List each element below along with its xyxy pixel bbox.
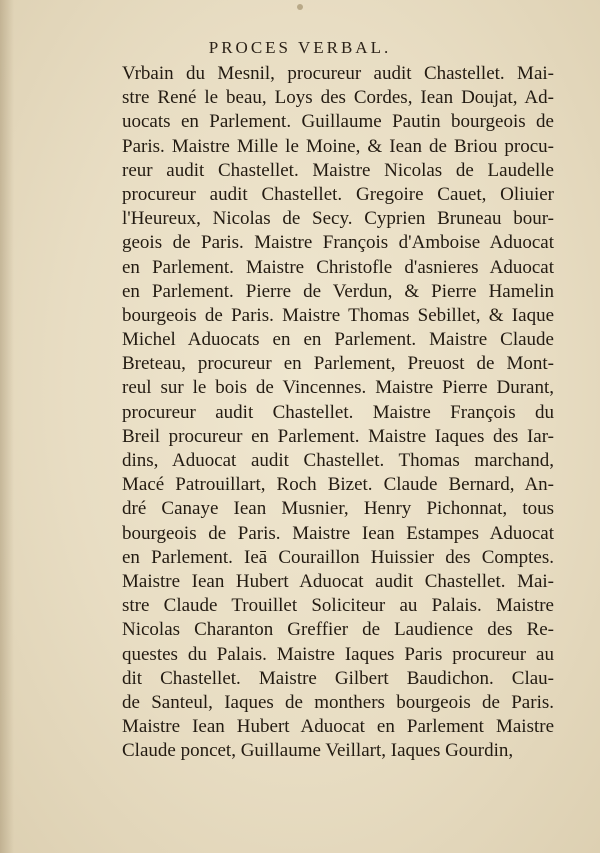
text-line: Breteau, procureur en Parlement, Preuost de Mont- (122, 353, 554, 375)
text-line: Breil procureur en Parlement. Maistre Iaques des Iar- (122, 425, 554, 447)
text-line: dré Canaye Iean Musnier, Henry Pichonnat, tous (122, 498, 554, 520)
body-text (122, 62, 554, 763)
text-line: de Santeul, Iaques de monthers bourgeois de Paris. (122, 691, 554, 713)
text-line: Nicolas Charanton Greffier de Laudience des Re- (122, 619, 554, 641)
text-line: en Parlement. Ieā Couraillon Huissier des Comptes. (122, 546, 554, 568)
text-line: Claude poncet, Guillaume Veillart, Iaques Gourdin, (122, 740, 514, 762)
text-line: Paris. Maistre Mille le Moine, & Iean de Briou procu- (122, 135, 554, 157)
text-line: Vrbain du Mesnil, procureur audit Chastellet. Mai- (122, 63, 554, 84)
text-line: l'Heureux, Nicolas de Secy. Cyprien Bruneau bour- (122, 208, 554, 230)
text-line: en Parlement. Maistre Christofle d'asnieres Aduocat (122, 256, 554, 278)
text-line: procureur audit Chastellet. Maistre François du (122, 401, 554, 423)
text-line: bourgeois de Paris. Maistre Thomas Sebillet, & Iaque (122, 304, 554, 326)
text-line: dins, Aduocat audit Chastellet. Thomas marchand, (122, 450, 554, 471)
text-line: bourgeois de Paris. Maistre Iean Estampes Aduocat (122, 522, 554, 544)
text-line: Maistre Iean Hubert Aduocat en Parlement Maistre (122, 716, 554, 738)
text-line: stre Claude Trouillet Soliciteur au Palais. Maistre (122, 595, 554, 617)
text-line: Maistre Iean Hubert Aduocat audit Chastellet. Mai- (122, 570, 554, 592)
text-line: Macé Patrouillart, Roch Bizet. Claude Bernard, An- (122, 474, 554, 496)
text-line: uocats en Parlement. Guillaume Pautin bourgeois de (122, 111, 554, 133)
text-line: procureur audit Chastellet. Gregoire Cauet, Oliuier (122, 183, 554, 205)
text-line: dit Chastellet. Maistre Gilbert Baudichon. Clau- (122, 667, 554, 689)
text-line: reur audit Chastellet. Maistre Nicolas de Laudelle (122, 159, 554, 181)
text-line: reul sur le bois de Vincennes. Maistre Pierre Durant, (122, 377, 554, 399)
text-line: Michel Aduocats en en Parlement. Maistre Claude (122, 329, 554, 351)
running-header: PROCES VERBAL. (208, 38, 392, 57)
text-line: stre René le beau, Loys des Cordes, Iean Doujat, Ad- (122, 87, 554, 109)
page-mark (297, 4, 303, 10)
text-line: questes du Palais. Maistre Iaques Paris procureur au (122, 643, 554, 665)
text-line: en Parlement. Pierre de Verdun, & Pierre Hamelin (122, 280, 554, 302)
text-line: geois de Paris. Maistre François d'Amboise Aduocat (122, 232, 554, 254)
